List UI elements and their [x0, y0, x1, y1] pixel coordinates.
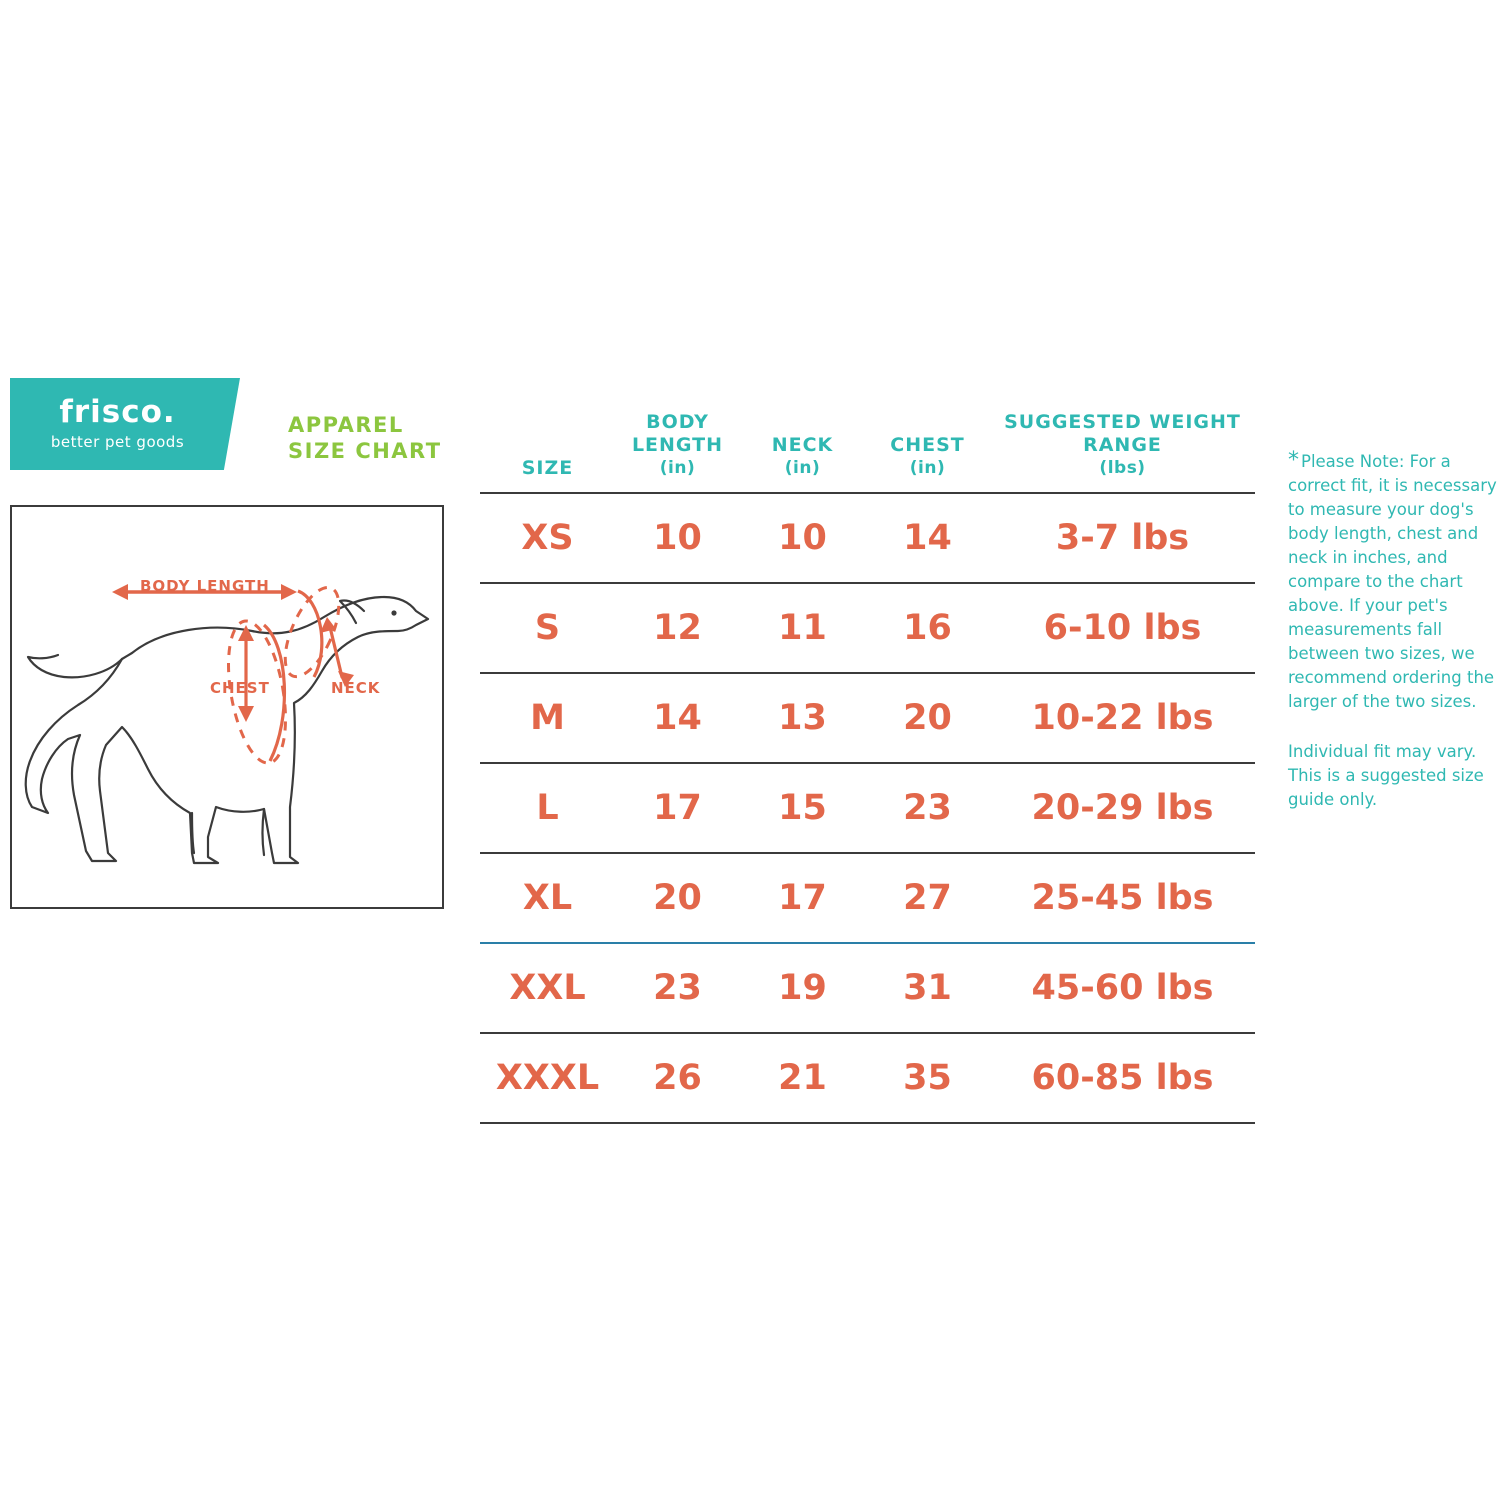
table-row: [480, 673, 1255, 763]
column-header-neck-label: NECK: [771, 434, 834, 456]
column-header-chest-unit: (in): [909, 458, 946, 478]
cell-neck: 21: [740, 1033, 865, 1123]
frisco-logo: [10, 378, 240, 470]
cell-size: XXXL: [480, 1033, 615, 1123]
table-row: [480, 583, 1255, 673]
cell-weight: 3-7 lbs: [990, 493, 1255, 583]
column-header-size-label: SIZE: [521, 457, 574, 479]
column-header-body-length: [615, 410, 740, 493]
cell-size: M: [480, 673, 615, 763]
asterisk-icon: *: [1288, 448, 1299, 473]
table-header-row: [480, 410, 1255, 493]
column-header-body-length-label: BODY LENGTH: [631, 411, 724, 456]
size-table-wrapper: [480, 410, 1255, 1124]
column-header-neck-unit: (in): [784, 458, 821, 478]
page-title-line1: APPAREL: [288, 413, 404, 437]
column-header-size: [480, 410, 615, 493]
size-table: [480, 410, 1255, 1124]
cell-size: L: [480, 763, 615, 853]
page-title-line2: SIZE CHART: [288, 439, 442, 463]
note-paragraph-1: [1288, 450, 1498, 714]
cell-neck: 17: [740, 853, 865, 943]
cell-chest: 27: [865, 853, 990, 943]
cell-size: S: [480, 583, 615, 673]
cell-chest: 16: [865, 583, 990, 673]
cell-neck: 10: [740, 493, 865, 583]
cell-chest: 20: [865, 673, 990, 763]
column-header-weight-unit: (lbs): [1099, 458, 1146, 478]
cell-weight: 10-22 lbs: [990, 673, 1255, 763]
note-paragraph-2: Individual fit may vary. This is a suggested size guide only.: [1288, 742, 1484, 809]
note-paragraph-1-text: Please Note: For a correct fit, it is necessary to measure your dog's body length, chest and neck in inches, and compare to the chart above. If your pet's measurements fall between two sizes, we recommend ordering the larger of the two sizes.: [1288, 452, 1497, 711]
cell-weight: 45-60 lbs: [990, 943, 1255, 1033]
cell-body-length: 17: [615, 763, 740, 853]
column-header-body-length-unit: (in): [659, 458, 696, 478]
table-row: [480, 853, 1255, 943]
brand-tagline: better pet goods: [50, 433, 185, 451]
cell-chest: 31: [865, 943, 990, 1033]
cell-size: XL: [480, 853, 615, 943]
cell-body-length: 10: [615, 493, 740, 583]
cell-body-length: 23: [615, 943, 740, 1033]
table-row: [480, 943, 1255, 1033]
cell-size: XXL: [480, 943, 615, 1033]
cell-weight: 60-85 lbs: [990, 1033, 1255, 1123]
cell-chest: 35: [865, 1033, 990, 1123]
cell-weight: 6-10 lbs: [990, 583, 1255, 673]
cell-body-length: 12: [615, 583, 740, 673]
column-header-chest-label: CHEST: [890, 434, 965, 456]
cell-weight: 20-29 lbs: [990, 763, 1255, 853]
diagram-label-chest: CHEST: [210, 679, 270, 697]
cell-chest: 14: [865, 493, 990, 583]
column-header-weight: [990, 410, 1255, 493]
table-row: [480, 763, 1255, 853]
table-row: [480, 493, 1255, 583]
table-row: [480, 1033, 1255, 1123]
column-header-chest: [865, 410, 990, 493]
diagram-label-neck: NECK: [331, 679, 381, 697]
measurement-diagram: [10, 505, 444, 909]
diagram-label-body-length: BODY LENGTH: [140, 577, 270, 595]
column-header-neck: [740, 410, 865, 493]
cell-chest: 23: [865, 763, 990, 853]
cell-body-length: 26: [615, 1033, 740, 1123]
dog-outline-illustration: [12, 507, 438, 903]
brand-name: frisco.: [59, 394, 176, 430]
cell-weight: 25-45 lbs: [990, 853, 1255, 943]
cell-body-length: 20: [615, 853, 740, 943]
cell-neck: 11: [740, 583, 865, 673]
column-header-weight-label: SUGGESTED WEIGHT RANGE: [1004, 411, 1241, 456]
please-note-block: [1288, 450, 1498, 812]
cell-neck: 19: [740, 943, 865, 1033]
cell-neck: 13: [740, 673, 865, 763]
cell-size: XS: [480, 493, 615, 583]
cell-body-length: 14: [615, 673, 740, 763]
cell-neck: 15: [740, 763, 865, 853]
page-title: [288, 412, 468, 464]
